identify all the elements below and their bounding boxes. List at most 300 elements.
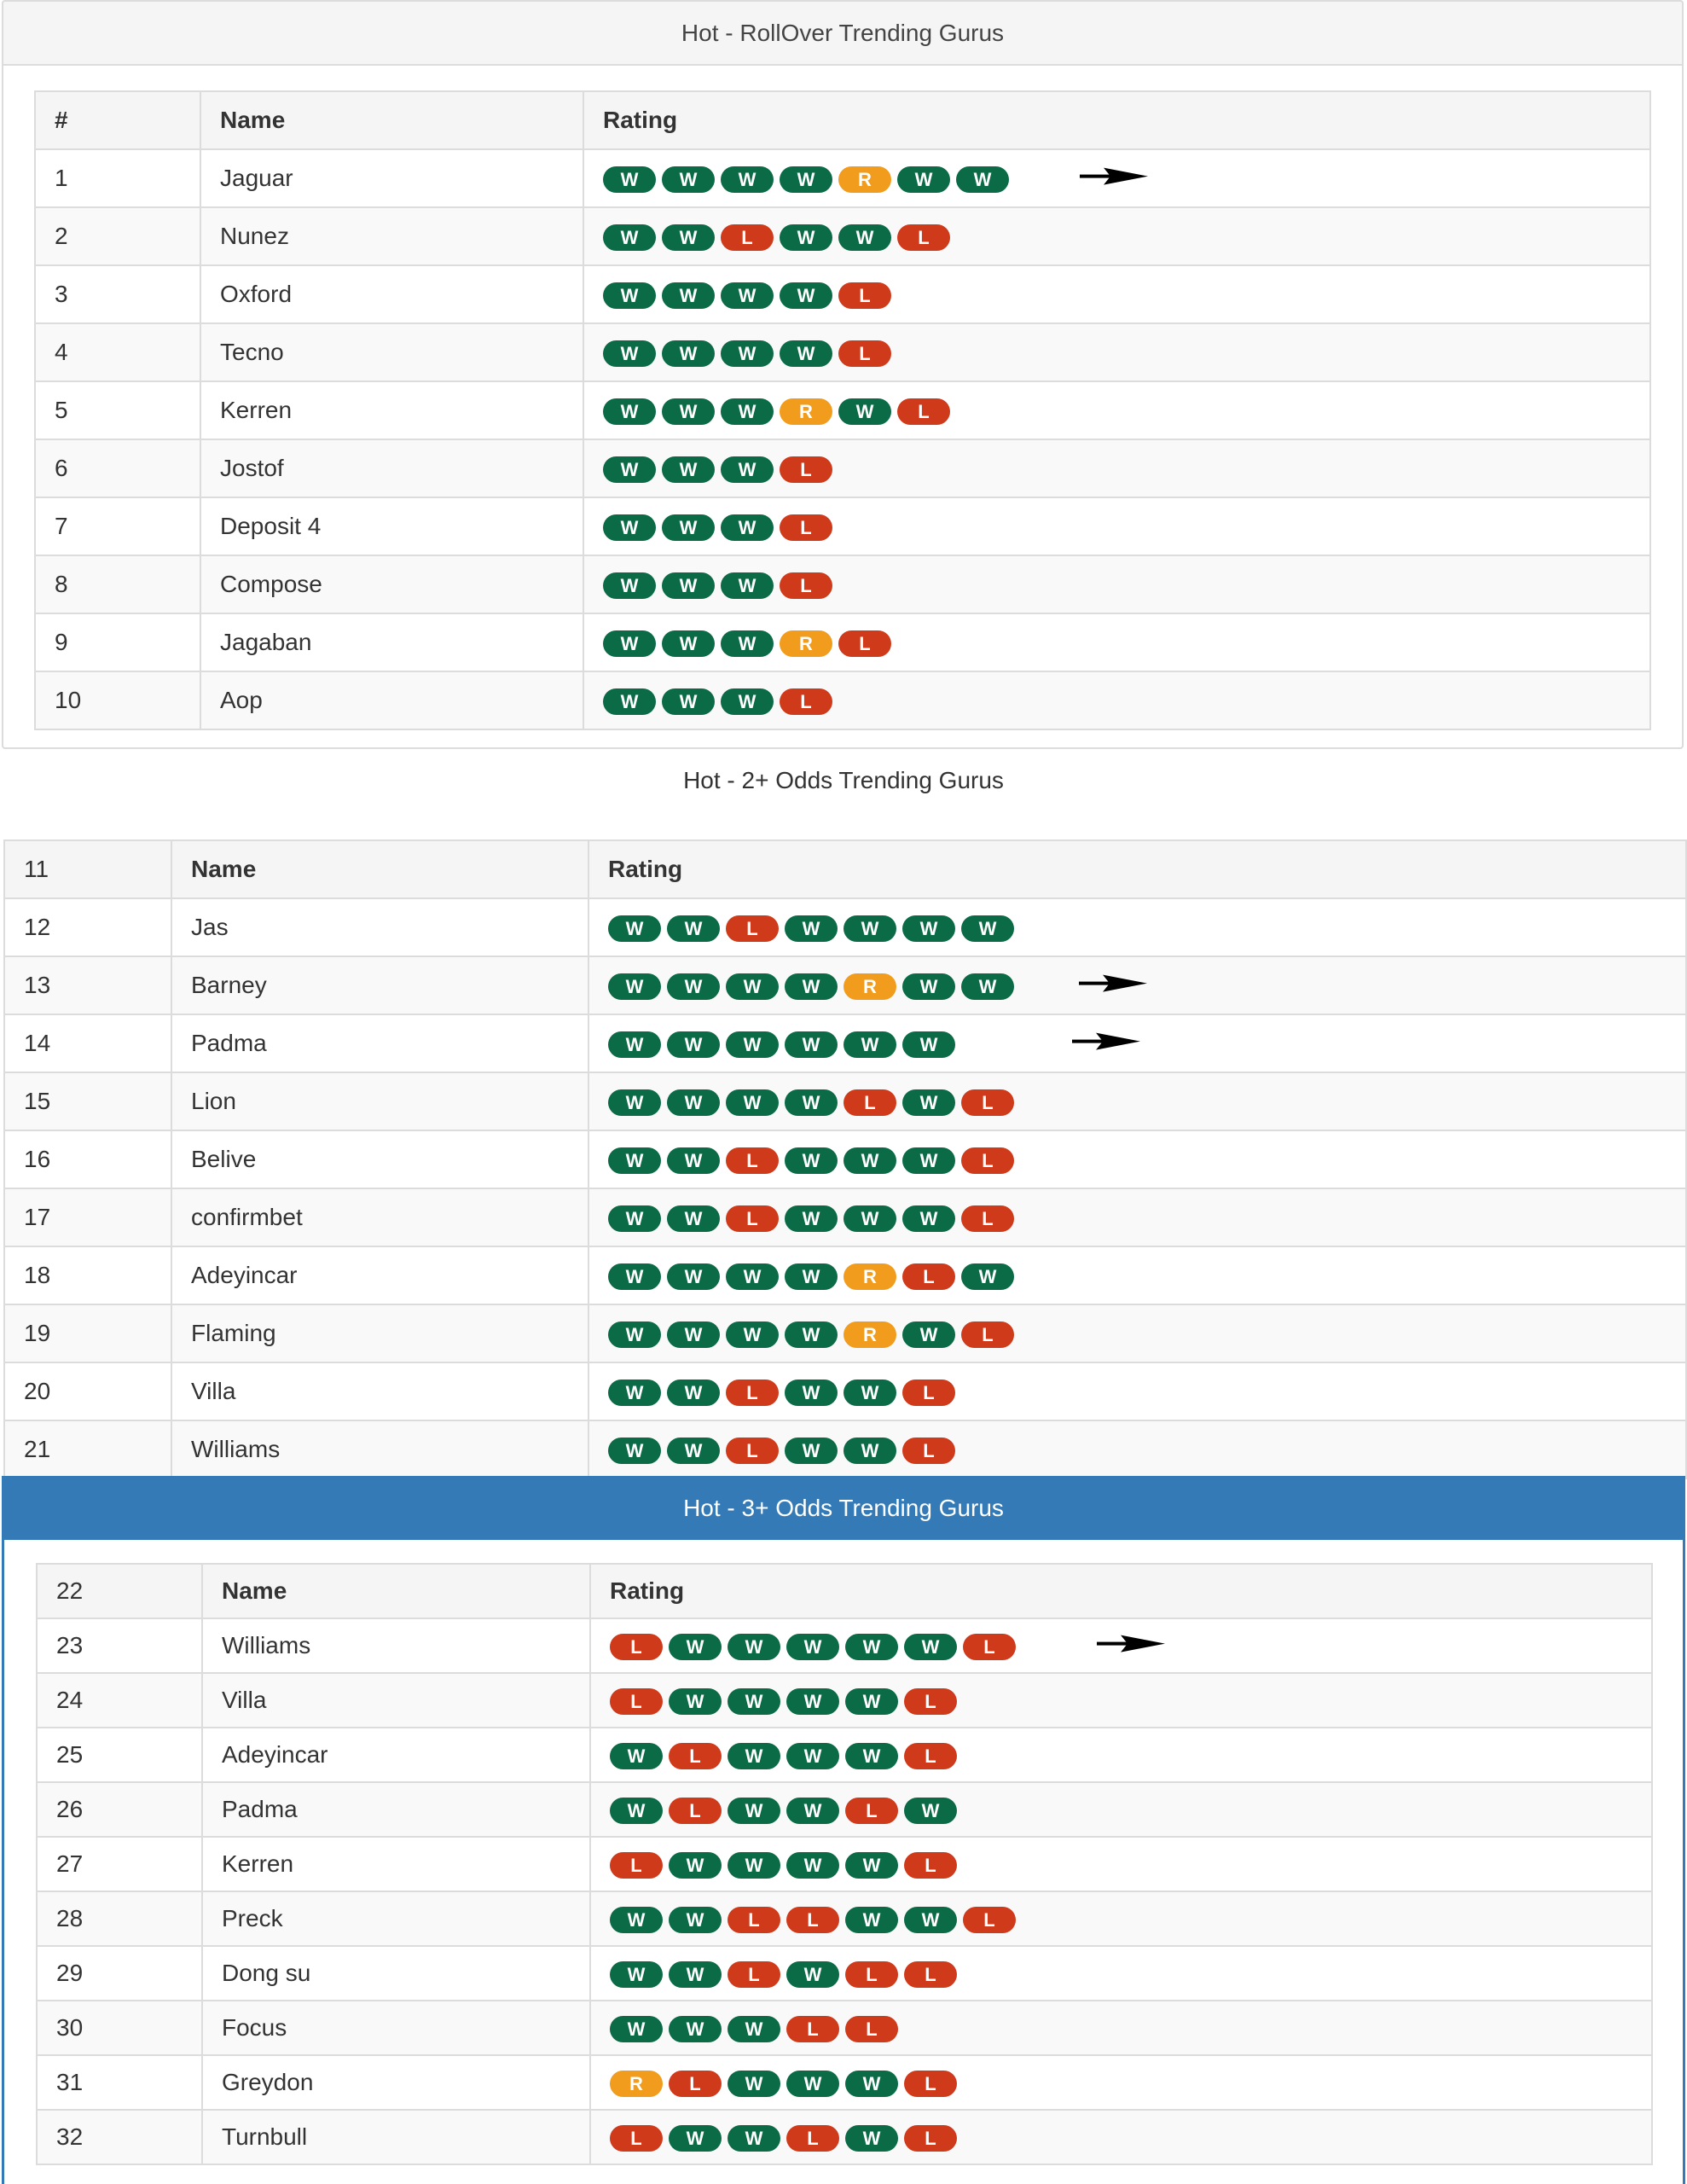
loss-badge: L xyxy=(610,2125,663,2152)
loss-badge: L xyxy=(845,2016,898,2042)
guru-name[interactable]: Villa xyxy=(171,1362,588,1420)
loss-badge: L xyxy=(780,688,832,715)
row-number: 13 xyxy=(4,956,171,1014)
guru-name[interactable]: confirmbet xyxy=(171,1188,588,1246)
row-number: 19 xyxy=(4,1304,171,1362)
guru-name[interactable]: Lion xyxy=(171,1072,588,1130)
win-badge: W xyxy=(785,1380,838,1406)
win-badge: W xyxy=(603,166,656,193)
win-badge: W xyxy=(721,514,774,541)
win-badge: W xyxy=(726,1031,779,1058)
rating-cell xyxy=(583,439,1650,497)
rating-cell xyxy=(583,323,1650,381)
rating-badges xyxy=(610,1907,1022,1933)
win-badge: W xyxy=(902,973,955,1000)
guru-name[interactable]: Adeyincar xyxy=(202,1728,590,1782)
loss-badge: L xyxy=(845,1798,898,1824)
win-badge: W xyxy=(728,2125,780,2152)
win-badge: W xyxy=(785,915,838,942)
win-badge: W xyxy=(904,1907,957,1933)
guru-name[interactable]: Williams xyxy=(202,1618,590,1673)
table-row[interactable] xyxy=(4,1130,1686,1188)
row-number: 15 xyxy=(4,1072,171,1130)
win-badge: W xyxy=(603,224,656,251)
rating-cell xyxy=(583,207,1650,265)
win-badge: W xyxy=(786,1798,839,1824)
loss-badge: L xyxy=(669,1798,722,1824)
win-badge: W xyxy=(902,1205,955,1232)
guru-name[interactable]: Compose xyxy=(200,555,583,613)
guru-name[interactable]: Jagaban xyxy=(200,613,583,671)
win-badge: W xyxy=(662,514,715,541)
rollover-panel-heading xyxy=(2,0,1684,66)
row-number: 8 xyxy=(35,555,200,613)
three-odds-panel-heading xyxy=(2,1476,1685,1540)
table-row[interactable] xyxy=(35,671,1650,729)
table-row[interactable] xyxy=(35,265,1650,323)
rating-cell xyxy=(588,1072,1686,1130)
win-badge: W xyxy=(786,1961,839,1988)
win-badge: W xyxy=(662,166,715,193)
three-odds-table xyxy=(36,1563,1653,2165)
rating-cell xyxy=(583,555,1650,613)
loss-badge: L xyxy=(786,2125,839,2152)
win-badge: W xyxy=(786,2071,839,2097)
guru-name[interactable]: Nunez xyxy=(200,207,583,265)
table-header-row xyxy=(35,91,1650,149)
win-badge: W xyxy=(667,1263,720,1290)
win-badge: W xyxy=(845,1688,898,1715)
win-badge: W xyxy=(785,1031,838,1058)
column-header-rating: Rating xyxy=(588,840,1686,898)
win-badge: W xyxy=(780,282,832,309)
win-badge: W xyxy=(669,1852,722,1879)
table-row[interactable] xyxy=(37,1618,1652,1673)
win-badge: W xyxy=(844,1205,896,1232)
table-row[interactable] xyxy=(4,1362,1686,1420)
table-row[interactable] xyxy=(37,2110,1652,2164)
table-row[interactable] xyxy=(35,207,1650,265)
win-badge: W xyxy=(669,1634,722,1660)
rating-cell xyxy=(583,613,1650,671)
table-row[interactable] xyxy=(37,1837,1652,1891)
rating-badges xyxy=(610,1688,963,1715)
win-badge: W xyxy=(662,224,715,251)
guru-name[interactable]: Belive xyxy=(171,1130,588,1188)
row-number: 6 xyxy=(35,439,200,497)
loss-badge: L xyxy=(961,1205,1014,1232)
rating-cell xyxy=(583,671,1650,729)
guru-name[interactable]: Adeyincar xyxy=(171,1246,588,1304)
loss-badge: L xyxy=(780,456,832,483)
win-badge: W xyxy=(662,630,715,657)
guru-name[interactable]: Villa xyxy=(202,1673,590,1728)
win-badge: W xyxy=(961,973,1014,1000)
row-number: 3 xyxy=(35,265,200,323)
column-header-name: Name xyxy=(200,91,583,149)
row-number: 27 xyxy=(37,1837,202,1891)
refund-badge: R xyxy=(838,166,891,193)
refund-badge: R xyxy=(780,398,832,425)
row-number: 9 xyxy=(35,613,200,671)
guru-name[interactable]: Kerren xyxy=(200,381,583,439)
win-badge: W xyxy=(728,1743,780,1769)
table-row[interactable] xyxy=(37,1891,1652,1946)
win-badge: W xyxy=(662,282,715,309)
table-row[interactable] xyxy=(35,439,1650,497)
rating-cell xyxy=(588,1362,1686,1420)
rating-cell xyxy=(590,1891,1652,1946)
guru-name[interactable]: Deposit 4 xyxy=(200,497,583,555)
rating-badges xyxy=(610,2125,963,2152)
win-badge: W xyxy=(845,1907,898,1933)
loss-badge: L xyxy=(838,282,891,309)
table-row[interactable] xyxy=(35,323,1650,381)
rating-badges xyxy=(608,915,1020,942)
rating-cell xyxy=(588,956,1686,1014)
rating-badges xyxy=(603,456,838,483)
win-badge: W xyxy=(721,630,774,657)
win-badge: W xyxy=(902,1321,955,1348)
rating-badges xyxy=(608,1089,1020,1116)
table-row[interactable] xyxy=(4,1304,1686,1362)
row-number: 30 xyxy=(37,2001,202,2055)
row-number: 26 xyxy=(37,1782,202,1837)
table-row[interactable] xyxy=(4,1188,1686,1246)
win-badge: W xyxy=(785,1089,838,1116)
loss-badge: L xyxy=(844,1089,896,1116)
table-row[interactable] xyxy=(37,1946,1652,2001)
rating-badges xyxy=(603,398,956,425)
loss-badge: L xyxy=(726,1438,779,1464)
loss-badge: L xyxy=(961,1089,1014,1116)
win-badge: W xyxy=(721,688,774,715)
rating-badges xyxy=(603,282,897,309)
table-header-row xyxy=(4,840,1686,898)
guru-name[interactable]: Kerren xyxy=(202,1837,590,1891)
rating-badges xyxy=(610,1798,963,1824)
guru-name[interactable]: Padma xyxy=(171,1014,588,1072)
rating-cell xyxy=(588,1188,1686,1246)
rating-cell xyxy=(583,265,1650,323)
loss-badge: L xyxy=(897,224,950,251)
win-badge: W xyxy=(608,1263,661,1290)
win-badge: W xyxy=(844,1438,896,1464)
row-number: 20 xyxy=(4,1362,171,1420)
loss-badge: L xyxy=(669,1743,722,1769)
guru-name[interactable]: Aop xyxy=(200,671,583,729)
rating-cell xyxy=(588,1304,1686,1362)
guru-name[interactable]: Oxford xyxy=(200,265,583,323)
rating-cell xyxy=(590,2055,1652,2110)
refund-badge: R xyxy=(780,630,832,657)
table-row[interactable] xyxy=(4,898,1686,956)
loss-badge: L xyxy=(726,1147,779,1174)
row-number: 7 xyxy=(35,497,200,555)
win-badge: W xyxy=(956,166,1009,193)
win-badge: W xyxy=(786,1743,839,1769)
win-badge: W xyxy=(608,1321,661,1348)
win-badge: W xyxy=(662,572,715,599)
loss-badge: L xyxy=(845,1961,898,1988)
win-badge: W xyxy=(897,166,950,193)
win-badge: W xyxy=(667,1031,720,1058)
row-number: 14 xyxy=(4,1014,171,1072)
rating-badges xyxy=(608,1438,961,1464)
win-badge: W xyxy=(728,1688,780,1715)
loss-badge: L xyxy=(786,2016,839,2042)
loss-badge: L xyxy=(838,630,891,657)
loss-badge: L xyxy=(610,1634,663,1660)
win-badge: W xyxy=(780,166,832,193)
table-row[interactable] xyxy=(37,2001,1652,2055)
win-badge: W xyxy=(721,398,774,425)
win-badge: W xyxy=(728,2016,780,2042)
rating-badges xyxy=(610,1961,963,1988)
guru-name[interactable]: Jostof xyxy=(200,439,583,497)
rating-badges xyxy=(608,1147,1020,1174)
rollover-panel-title: Hot - RollOver Trending Gurus xyxy=(681,19,1005,46)
table-row[interactable] xyxy=(35,613,1650,671)
guru-name[interactable]: Focus xyxy=(202,2001,590,2055)
rating-cell xyxy=(588,1014,1686,1072)
loss-badge: L xyxy=(902,1380,955,1406)
rating-badges xyxy=(603,340,897,367)
loss-badge: L xyxy=(728,1961,780,1988)
table-row[interactable] xyxy=(37,1782,1652,1837)
row-number: 10 xyxy=(35,671,200,729)
rating-badges xyxy=(610,1852,963,1879)
win-badge: W xyxy=(610,1961,663,1988)
table-row[interactable] xyxy=(4,1246,1686,1304)
win-badge: W xyxy=(780,224,832,251)
win-badge: W xyxy=(845,2071,898,2097)
win-badge: W xyxy=(845,1852,898,1879)
win-badge: W xyxy=(608,1205,661,1232)
loss-badge: L xyxy=(904,1688,957,1715)
win-badge: W xyxy=(726,1089,779,1116)
win-badge: W xyxy=(662,398,715,425)
win-badge: W xyxy=(721,340,774,367)
loss-badge: L xyxy=(961,1147,1014,1174)
rating-badges xyxy=(610,1634,1022,1660)
win-badge: W xyxy=(608,1031,661,1058)
guru-name[interactable]: Dong su xyxy=(202,1946,590,2001)
win-badge: W xyxy=(669,1907,722,1933)
win-badge: W xyxy=(667,1147,720,1174)
column-header-number: # xyxy=(35,91,200,149)
loss-badge: L xyxy=(963,1634,1016,1660)
refund-badge: R xyxy=(844,973,896,1000)
column-header-number: 11 xyxy=(4,840,171,898)
loss-badge: L xyxy=(721,224,774,251)
rating-badges xyxy=(603,514,838,541)
win-badge: W xyxy=(844,915,896,942)
rating-cell xyxy=(590,1946,1652,2001)
win-badge: W xyxy=(669,2016,722,2042)
table-row[interactable] xyxy=(35,497,1650,555)
win-badge: W xyxy=(669,1688,722,1715)
win-badge: W xyxy=(785,1438,838,1464)
win-badge: W xyxy=(845,1743,898,1769)
rating-badges xyxy=(610,2071,963,2097)
row-number: 32 xyxy=(37,2110,202,2164)
rating-cell xyxy=(588,898,1686,956)
win-badge: W xyxy=(902,1089,955,1116)
guru-name[interactable]: Jas xyxy=(171,898,588,956)
win-badge: W xyxy=(603,514,656,541)
win-badge: W xyxy=(603,688,656,715)
guru-name[interactable]: Turnbull xyxy=(202,2110,590,2164)
rating-cell xyxy=(588,1130,1686,1188)
refund-badge: R xyxy=(844,1321,896,1348)
row-number: 31 xyxy=(37,2055,202,2110)
guru-name[interactable]: Preck xyxy=(202,1891,590,1946)
row-number: 23 xyxy=(37,1618,202,1673)
loss-badge: L xyxy=(897,398,950,425)
win-badge: W xyxy=(961,1263,1014,1290)
win-badge: W xyxy=(608,1147,661,1174)
win-badge: W xyxy=(844,1380,896,1406)
row-number: 28 xyxy=(37,1891,202,1946)
loss-badge: L xyxy=(904,1743,957,1769)
win-badge: W xyxy=(608,973,661,1000)
arrow-right-icon xyxy=(1079,973,1147,994)
win-badge: W xyxy=(786,1852,839,1879)
table-row[interactable] xyxy=(35,381,1650,439)
win-badge: W xyxy=(785,1147,838,1174)
guru-name[interactable]: Barney xyxy=(171,956,588,1014)
win-badge: W xyxy=(610,1743,663,1769)
win-badge: W xyxy=(785,973,838,1000)
guru-name[interactable]: Padma xyxy=(202,1782,590,1837)
rating-cell xyxy=(590,1837,1652,1891)
rating-cell xyxy=(583,497,1650,555)
table-header-row xyxy=(37,1564,1652,1618)
win-badge: W xyxy=(845,1634,898,1660)
row-number: 29 xyxy=(37,1946,202,2001)
table-row[interactable] xyxy=(37,1673,1652,1728)
rating-cell xyxy=(590,1782,1652,1837)
table-row[interactable] xyxy=(4,956,1686,1014)
win-badge: W xyxy=(728,1798,780,1824)
loss-badge: L xyxy=(780,572,832,599)
win-badge: W xyxy=(721,282,774,309)
table-row[interactable] xyxy=(4,1072,1686,1130)
loss-badge: L xyxy=(669,2071,722,2097)
win-badge: W xyxy=(726,1321,779,1348)
rating-cell xyxy=(590,1728,1652,1782)
refund-badge: R xyxy=(844,1263,896,1290)
win-badge: W xyxy=(662,340,715,367)
rating-badges xyxy=(603,166,1015,193)
loss-badge: L xyxy=(963,1907,1016,1933)
win-badge: W xyxy=(667,973,720,1000)
guru-name[interactable]: Flaming xyxy=(171,1304,588,1362)
win-badge: W xyxy=(603,456,656,483)
guru-name[interactable]: Jaguar xyxy=(200,149,583,207)
table-row[interactable] xyxy=(4,1420,1686,1478)
win-badge: W xyxy=(904,1634,957,1660)
loss-badge: L xyxy=(904,2125,957,2152)
win-badge: W xyxy=(902,1147,955,1174)
rating-badges xyxy=(608,973,1020,1000)
win-badge: W xyxy=(785,1321,838,1348)
loss-badge: L xyxy=(904,1852,957,1879)
win-badge: W xyxy=(608,1089,661,1116)
win-badge: W xyxy=(608,1438,661,1464)
arrow-right-icon xyxy=(1097,1634,1165,1654)
win-badge: W xyxy=(721,572,774,599)
column-header-rating: Rating xyxy=(590,1564,1652,1618)
win-badge: W xyxy=(603,572,656,599)
table-row[interactable] xyxy=(37,2055,1652,2110)
win-badge: W xyxy=(786,1688,839,1715)
row-number: 24 xyxy=(37,1673,202,1728)
table-row[interactable] xyxy=(37,1728,1652,1782)
arrow-right-icon xyxy=(1080,166,1148,187)
table-row[interactable] xyxy=(4,1014,1686,1072)
win-badge: W xyxy=(785,1205,838,1232)
row-number: 17 xyxy=(4,1188,171,1246)
guru-name[interactable]: Greydon xyxy=(202,2055,590,2110)
win-badge: W xyxy=(608,1380,661,1406)
loss-badge: L xyxy=(786,1907,839,1933)
loss-badge: L xyxy=(726,1380,779,1406)
row-number: 1 xyxy=(35,149,200,207)
win-badge: W xyxy=(667,1205,720,1232)
loss-badge: L xyxy=(610,1688,663,1715)
loss-badge: L xyxy=(726,915,779,942)
rating-cell xyxy=(590,1673,1652,1728)
win-badge: W xyxy=(904,1798,957,1824)
win-badge: W xyxy=(667,1089,720,1116)
guru-name[interactable]: Williams xyxy=(171,1420,588,1478)
row-number: 25 xyxy=(37,1728,202,1782)
rating-badges xyxy=(610,1743,963,1769)
loss-badge: L xyxy=(904,2071,957,2097)
table-row[interactable] xyxy=(35,149,1650,207)
two-odds-table xyxy=(3,839,1687,1479)
win-badge: W xyxy=(780,340,832,367)
win-badge: W xyxy=(844,1147,896,1174)
loss-badge: L xyxy=(838,340,891,367)
rating-badges xyxy=(608,1205,1020,1232)
loss-badge: L xyxy=(904,1961,957,1988)
win-badge: W xyxy=(667,1438,720,1464)
win-badge: W xyxy=(610,2016,663,2042)
win-badge: W xyxy=(603,398,656,425)
two-odds-title: Hot - 2+ Odds Trending Gurus xyxy=(683,767,1004,793)
table-row[interactable] xyxy=(35,555,1650,613)
row-number: 5 xyxy=(35,381,200,439)
rating-cell xyxy=(590,1618,1652,1673)
rating-cell xyxy=(583,149,1650,207)
win-badge: W xyxy=(667,1380,720,1406)
guru-name[interactable]: Tecno xyxy=(200,323,583,381)
loss-badge: L xyxy=(902,1263,955,1290)
loss-badge: L xyxy=(726,1205,779,1232)
rating-badges xyxy=(608,1321,1020,1348)
column-header-rating: Rating xyxy=(583,91,1650,149)
column-header-name: Name xyxy=(202,1564,590,1618)
loss-badge: L xyxy=(902,1438,955,1464)
win-badge: W xyxy=(902,1031,955,1058)
win-badge: W xyxy=(726,973,779,1000)
row-number: 16 xyxy=(4,1130,171,1188)
win-badge: W xyxy=(603,282,656,309)
win-badge: W xyxy=(669,2125,722,2152)
